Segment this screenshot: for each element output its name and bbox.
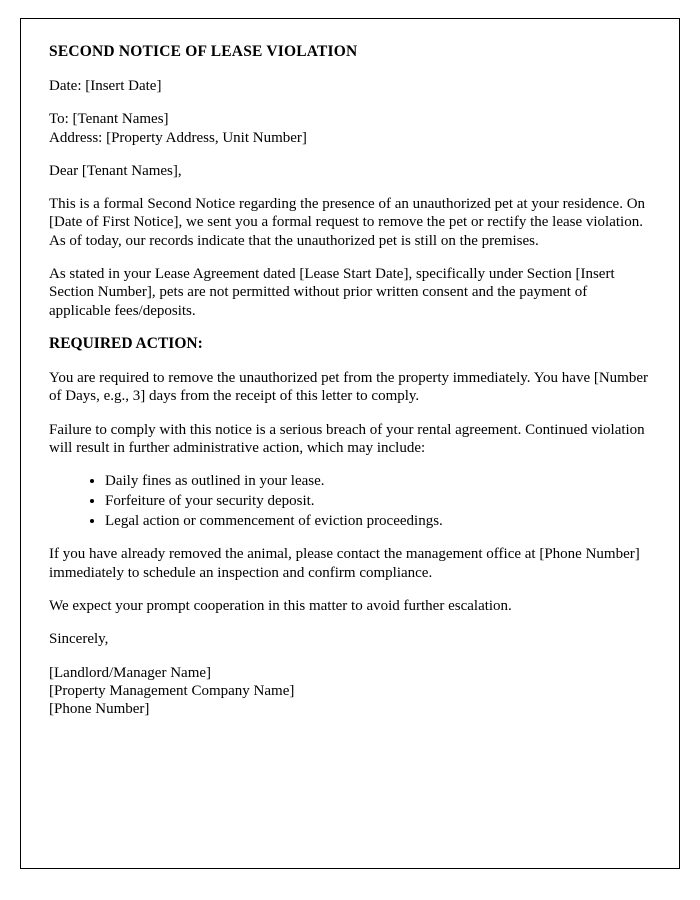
paragraph-contact: If you have already removed the animal, please contact the management office at [Phone Number] immediately to schedule an inspection and confirm compliance. (49, 546, 640, 581)
list-item: • Forfeiture of your security deposit. (105, 492, 649, 511)
required-action-heading: REQUIRED ACTION: (49, 334, 203, 352)
paragraph-remove: You are required to remove the unauthorized pet from the property immediately. You have [Number of Days, e.g., 3] days from the receipt of this letter to comply. (49, 369, 649, 405)
signature-company-line: [Property Management Company Name] (49, 682, 295, 699)
signature-phone-line: [Phone Number] (49, 701, 150, 718)
recipient-block (49, 110, 649, 147)
salutation: Dear [Tenant Names], (49, 162, 182, 179)
violation-consequence-list (49, 472, 649, 530)
list-item: • Legal action or commencement of eviction proceedings. (105, 512, 649, 531)
list-item: • Daily fines as outlined in your lease. (105, 472, 649, 491)
paragraph-agreement: As stated in your Lease Agreement dated [Lease Start Date], specifically under Section [Insert Section Number], pets are not permitted without prior written consent and the payment of applicable fees/deposits. (49, 266, 615, 319)
paragraph-notice: This is a formal Second Notice regarding the presence of an unauthorized pet at your residence. On [Date of First Notice], we sent you a formal request to remove the pet or rectify the lease violation. As of today, our records indicate that the unauthorized pet is still on the premises. (49, 196, 646, 249)
signature-block (49, 664, 649, 719)
date-line: Date: [Insert Date] (49, 78, 162, 94)
address-line: Address: [Property Address, Unit Number] (49, 129, 307, 146)
closing: Sincerely, (49, 631, 109, 648)
letter-page (20, 18, 680, 869)
paragraph-cooperation: We expect your prompt cooperation in this matter to avoid further escalation. (49, 598, 512, 614)
to-line: To: [Tenant Names] (49, 111, 169, 128)
letter-title: SECOND NOTICE OF LEASE VIOLATION (49, 43, 358, 60)
signature-name-line: [Landlord/Manager Name] (49, 664, 212, 681)
paragraph-failure: Failure to comply with this notice is a serious breach of your rental agreement. Continued violation will result in further administrative action, which may include: (49, 421, 645, 456)
